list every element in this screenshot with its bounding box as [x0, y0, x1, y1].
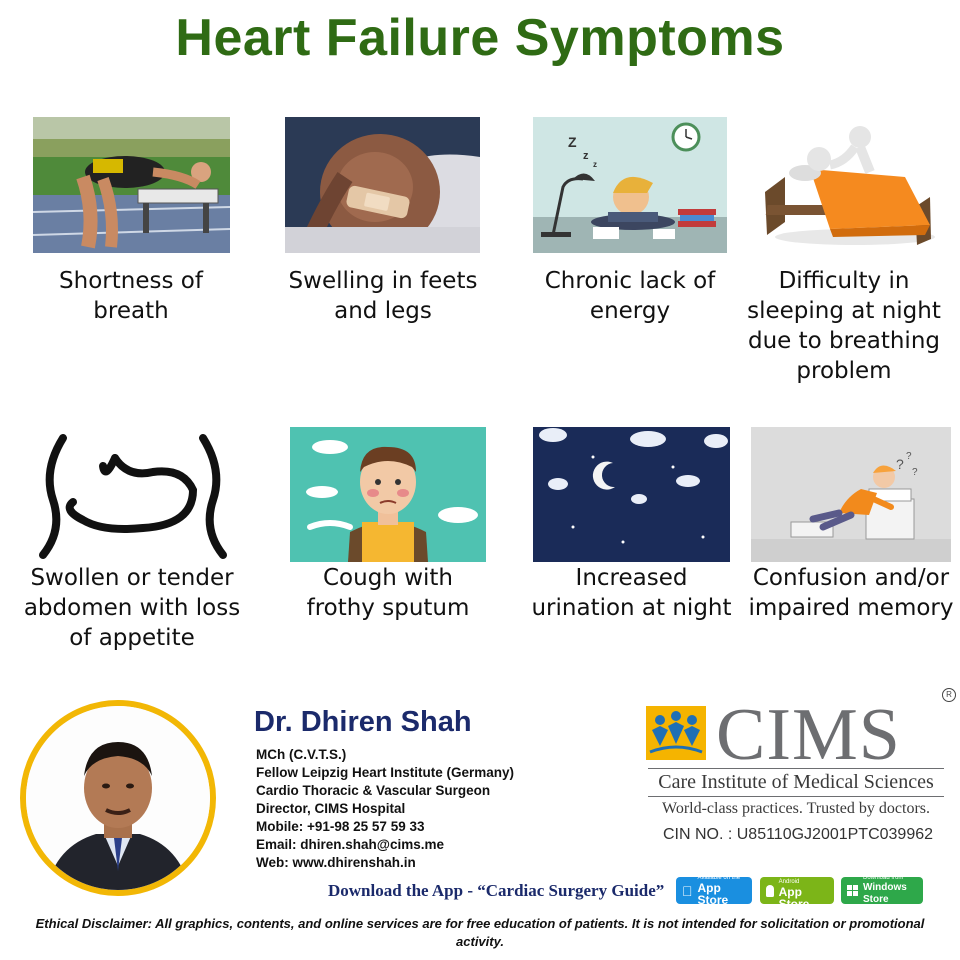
windows-icon: [847, 885, 858, 896]
abdomen-outline-icon: [33, 430, 233, 560]
symptom-caption: Cough with frothy sputum: [306, 565, 470, 621]
doctor-photo: [20, 700, 216, 896]
svg-text:?: ?: [896, 456, 904, 472]
cims-full-name: Care Institute of Medical Sciences: [648, 768, 944, 797]
doctor-detail: Director, CIMS Hospital: [256, 801, 406, 816]
badge-small-text: Available on the Android: [778, 871, 822, 885]
doctor-detail: Cardio Thoracic & Vascular Surgeon: [256, 783, 491, 798]
svg-text:z: z: [593, 160, 597, 169]
svg-text:?: ?: [912, 467, 918, 478]
doctor-mobile: Mobile: +91-98 25 57 59 33: [256, 819, 425, 834]
bandaged-knee-icon: [285, 117, 480, 253]
person-in-bed-icon: [755, 117, 942, 253]
symptom-caption: Swollen or tender abdomen with loss of appetite: [23, 565, 241, 651]
svg-text:z: z: [583, 150, 589, 162]
symptom-caption: Swelling in feets and legs: [288, 268, 478, 324]
badge-label: App Store: [687, 887, 745, 901]
cims-tagline: World-class practices. Trusted by doctors.: [662, 800, 930, 817]
android-icon: [766, 885, 774, 897]
download-app-text: Download the App - “Cardiac Surgery Guide”: [328, 881, 665, 900]
page-title: Heart Failure Symptoms: [175, 9, 785, 67]
confused-person-icon: [751, 427, 951, 562]
doctor-detail: MCh (C.V.T.S.): [256, 747, 347, 762]
cims-cin-number: CIN NO. : U85110GJ2001PTC039962: [662, 826, 934, 843]
night-sky-icon: [533, 427, 730, 562]
badge-small-text: Available on the: [687, 881, 730, 887]
symptom-caption: Increased urination at night: [531, 565, 732, 621]
badge-label: App Store: [778, 884, 810, 911]
android-store-badge[interactable]: [760, 871, 834, 911]
symptom-caption: Confusion and/or impaired memory: [748, 565, 954, 621]
apple-icon: [682, 883, 693, 899]
doctor-email: Email: dhiren.shah@cims.me: [256, 837, 444, 852]
symptom-caption: Chronic lack of energy: [544, 268, 716, 324]
windows-store-badge[interactable]: [841, 877, 923, 904]
symptom-caption: Difficulty in sleeping at night due to breathing problem: [747, 268, 941, 384]
app-store-badge[interactable]: [676, 877, 752, 904]
coughing-man-icon: [290, 427, 486, 562]
ethical-disclaimer: Ethical Disclaimer: All graphics, contents, and online services are for free education of patients. It is not intended for solicitation or promotional activity.: [35, 916, 925, 949]
registered-mark: R: [942, 688, 956, 702]
svg-text:?: ?: [906, 451, 912, 462]
svg-text:Z: Z: [568, 134, 577, 150]
doctor-detail: Fellow Leipzig Heart Institute (Germany): [256, 765, 515, 780]
cims-logo-icon: [646, 706, 706, 760]
badge-label: Windows Store: [863, 882, 907, 905]
symptom-caption: Shortness of breath: [59, 268, 203, 324]
cims-wordmark: CIMS: [716, 694, 901, 776]
doctor-web: Web: www.dhirenshah.in: [256, 855, 416, 870]
sleeping-at-desk-icon: [533, 117, 727, 253]
runner-exhausted-icon: [33, 117, 230, 253]
doctor-name: Dr. Dhiren Shah: [254, 706, 472, 738]
badge-small-text: Download from: [863, 875, 904, 881]
